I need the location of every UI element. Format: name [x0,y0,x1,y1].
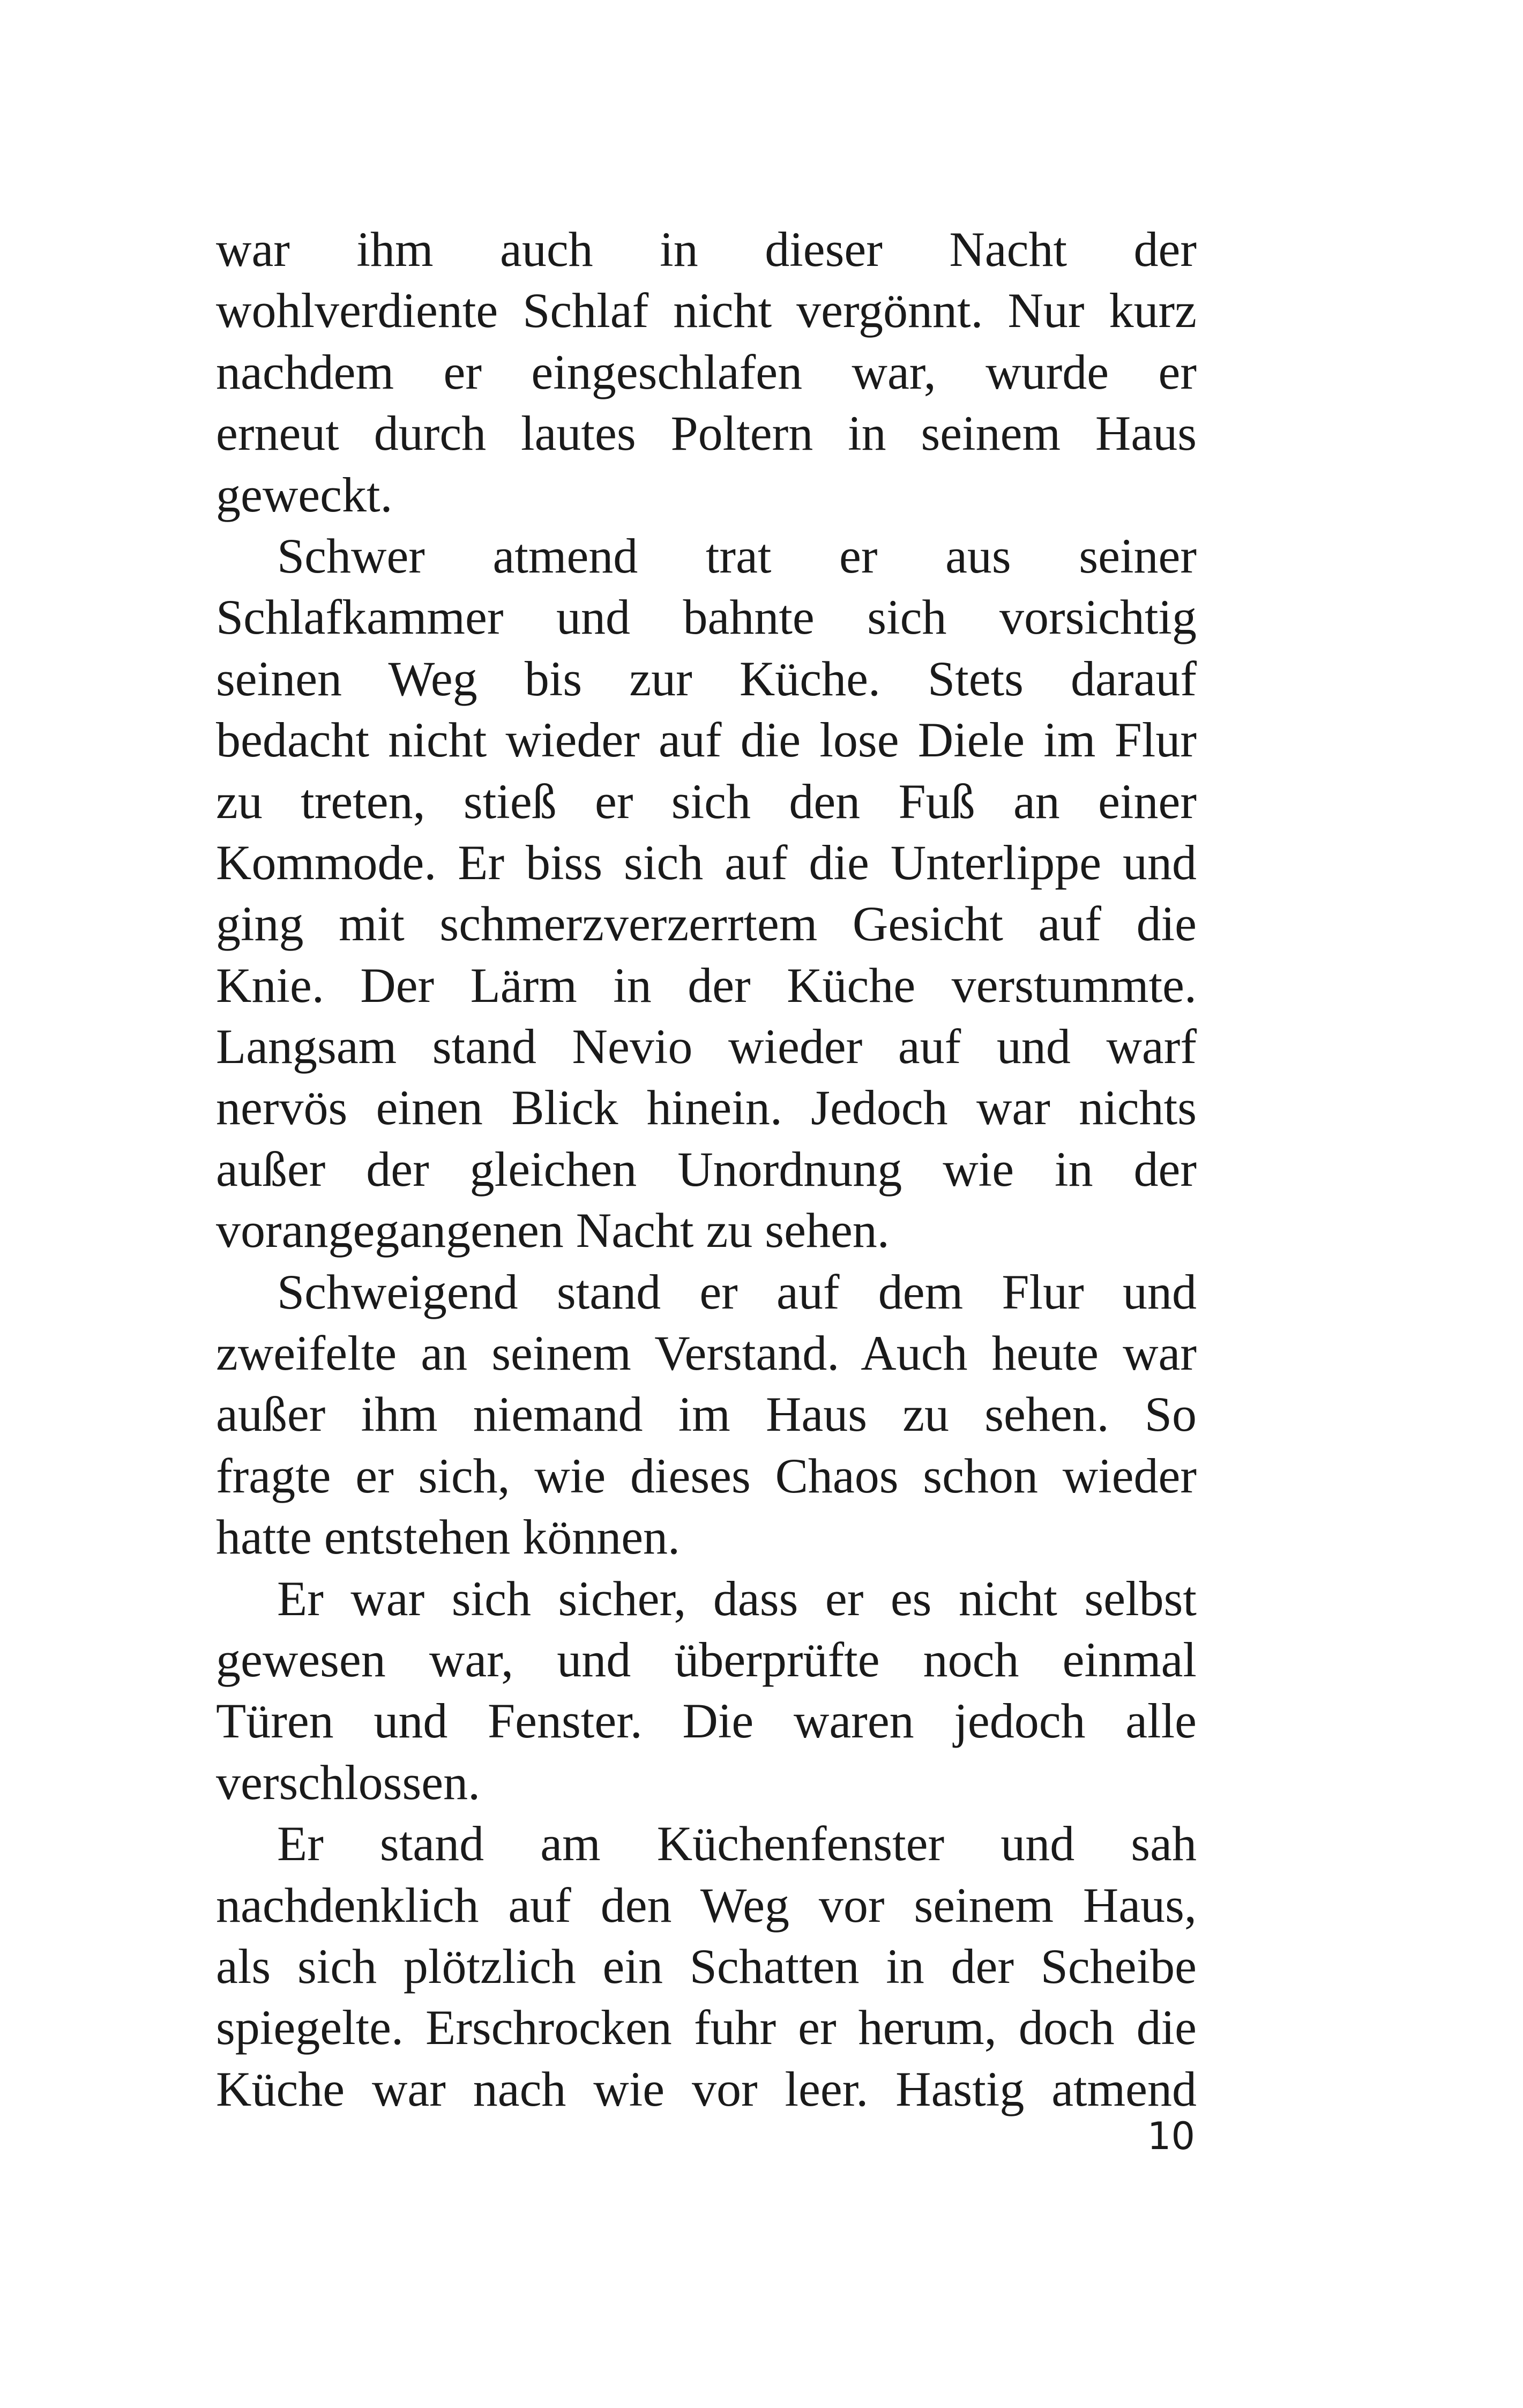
text-line: außer ihm niemand im Haus zu sehen. So [216,1387,1197,1442]
text-line: verschlossen. [216,1755,481,1810]
text-line: fragte er sich, wie dieses Chaos schon wieder [216,1448,1197,1503]
text-line: spiegelte. Erschrocken fuhr er herum, doch die [216,2000,1197,2055]
text-line: wohlverdiente Schlaf nicht vergönnt. Nur kurz [216,283,1197,338]
text-line: Er stand am Küchenfenster und sah [277,1816,1197,1871]
text-line: als sich plötzlich ein Schatten in der Scheibe [216,1938,1197,1994]
text-line: Kommode. Er biss sich auf die Unterlippe und [216,835,1197,890]
text-line: war ihm auch in dieser Nacht der [216,222,1197,277]
text-line: vorangegangenen Nacht zu sehen. [216,1203,890,1258]
text-line: nervös einen Blick hinein. Jedoch war nichts [216,1080,1197,1135]
text-line: zu treten, stieß er sich den Fuß an einer [216,774,1197,829]
text-line: Schlafkammer und bahnte sich vorsichtig [216,590,1197,645]
text-line: seinen Weg bis zur Küche. Stets darauf [216,651,1197,706]
text-line: Türen und Fenster. Die waren jedoch alle [216,1693,1197,1749]
text-line: gewesen war, und überprüfte noch einmal [216,1632,1197,1687]
text-line: Schweigend stand er auf dem Flur und [277,1264,1197,1319]
text-line: außer der gleichen Unordnung wie in der [216,1141,1197,1196]
text-line: Langsam stand Nevio wieder auf und warf [216,1019,1197,1074]
body-text [216,219,1197,2120]
text-line: ging mit schmerzverzerrtem Gesicht auf die [216,896,1197,952]
text-line: nachdem er eingeschlafen war, wurde er [216,344,1197,399]
text-line: Schwer atmend trat er aus seiner [277,528,1197,583]
text-line: nachdenklich auf den Weg vor seinem Haus, [216,1877,1197,1933]
text-line: zweifelte an seinem Verstand. Auch heute war [216,1326,1197,1381]
page-number: 10 [1147,2114,1195,2158]
text-line: Küche war nach wie vor leer. Hastig atmend [216,2061,1197,2116]
text-line: Knie. Der Lärm in der Küche verstummte. [216,957,1197,1013]
text-line: Er war sich sicher, dass er es nicht selbst [277,1571,1197,1626]
text-line: erneut durch lautes Poltern in seinem Haus [216,406,1197,461]
text-line: hatte entstehen können. [216,1510,681,1565]
text-line: bedacht nicht wieder auf die lose Diele im Flur [216,712,1197,768]
text-line: geweckt. [216,467,393,522]
